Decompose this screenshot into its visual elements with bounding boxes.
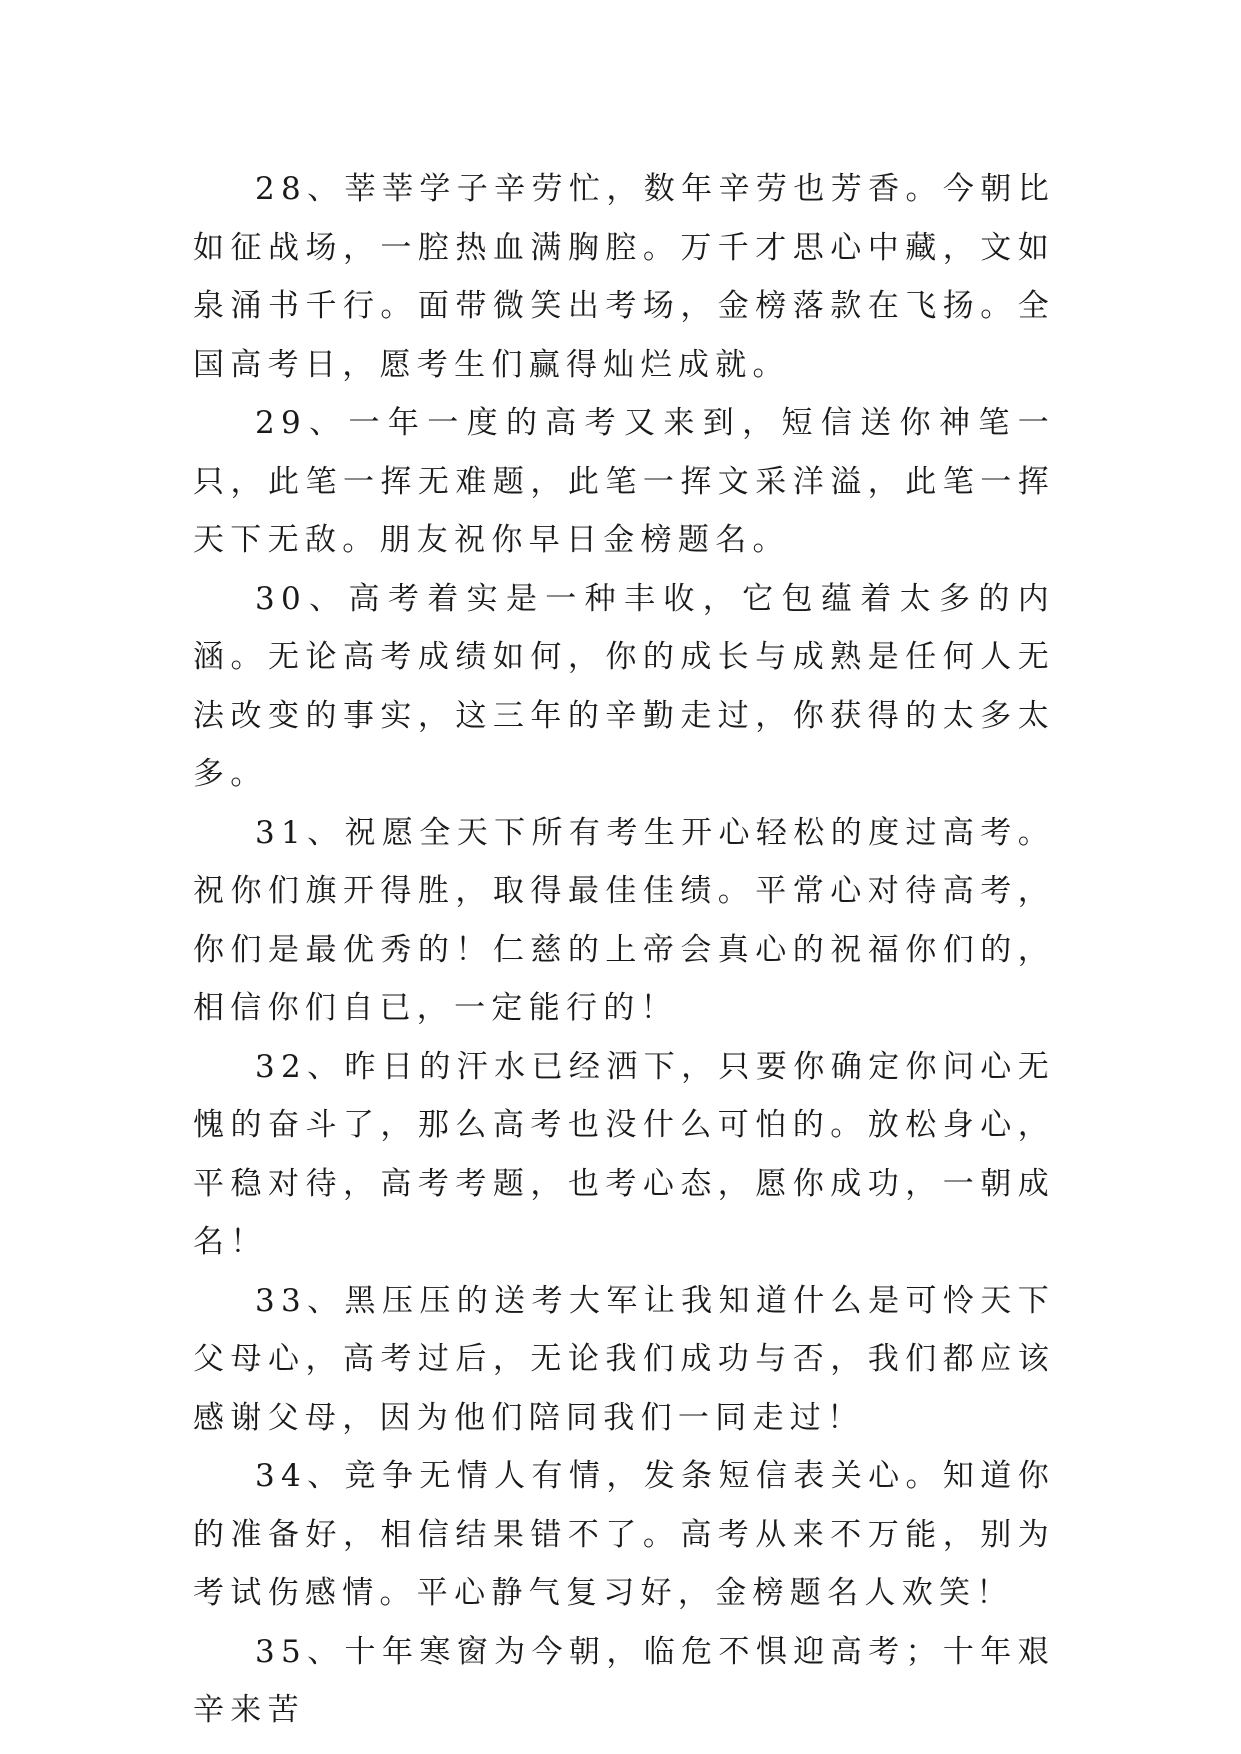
document-body (193, 160, 1055, 1740)
paragraph-31: 31、祝愿全天下所有考生开心轻松的度过高考。祝你们旗开得胜，取得最佳佳绩。平常心对待高考，你们是最优秀的！仁慈的上帝会真心的祝福你们的，相信你们自已，一定能行的！ (193, 814, 1055, 1026)
paragraph-33: 33、黑压压的送考大军让我知道什么是可怜天下父母心，高考过后，无论我们成功与否，我们都应该感谢父母，因为他们陪同我们一同走过！ (193, 1282, 1055, 1436)
paragraph-29: 29、一年一度的高考又来到，短信送你神笔一只，此笔一挥无难题，此笔一挥文采洋溢，此笔一挥天下无敌。朋友祝你早日金榜题名。 (193, 405, 1055, 558)
paragraph-35: 35、十年寒窗为今朝，临危不惧迎高考；十年艰辛来苦 (193, 1633, 1055, 1728)
paragraph-34: 34、竞争无情人有情，发条短信表关心。知道你的准备好，相信结果错不了。高考从来不万能，别为考试伤感情。平心静气复习好，金榜题名人欢笑！ (193, 1458, 1055, 1611)
paragraph-30: 30、高考着实是一种丰收，它包蕴着太多的内涵。无论高考成绩如何，你的成长与成熟是任何人无法改变的事实，这三年的辛勤走过，你获得的太多太多。 (193, 580, 1055, 792)
paragraph-32: 32、昨日的汗水已经洒下，只要你确定你问心无愧的奋斗了，那么高考也没什么可怕的。放松身心，平稳对待，高考考题，也考心态，愿你成功，一朝成名！ (193, 1048, 1055, 1260)
paragraph-28: 28、莘莘学子辛劳忙，数年辛劳也芳香。今朝比如征战场，一腔热血满胸腔。万千才思心中藏，文如泉涌书千行。面带微笑出考场，金榜落款在飞扬。全国高考日，愿考生们赢得灿烂成就。 (193, 171, 1055, 383)
